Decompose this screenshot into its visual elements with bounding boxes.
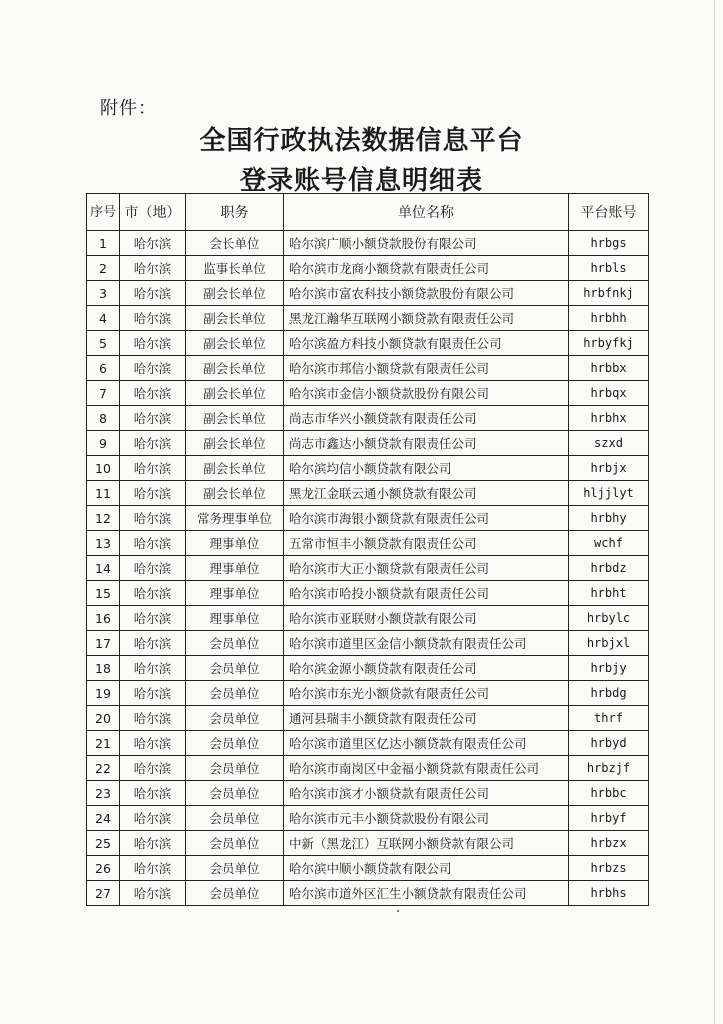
row-city: 哈尔滨 (120, 231, 186, 256)
page-title: 全国行政执法数据信息平台 (199, 126, 524, 156)
row-account: hrbyf (569, 806, 649, 831)
table-row (87, 431, 649, 456)
row-unit: 哈尔滨市道里区金信小额贷款有限责任公司 (284, 631, 569, 656)
table-row (87, 706, 649, 731)
row-city: 哈尔滨 (120, 256, 186, 281)
row-role: 会员单位 (186, 781, 284, 806)
row-account: hrbbc (569, 781, 649, 806)
row-city: 哈尔滨 (120, 706, 186, 731)
row-role: 会员单位 (186, 881, 284, 906)
row-unit: 哈尔滨市龙商小额贷款有限责任公司 (284, 256, 569, 281)
row-city: 哈尔滨 (120, 281, 186, 306)
row-city: 哈尔滨 (120, 556, 186, 581)
row-city: 哈尔滨 (120, 631, 186, 656)
row-account: hrbfnkj (569, 281, 649, 306)
row-account: hrbgs (569, 231, 649, 256)
row-seq: 21 (87, 731, 120, 756)
row-account: hrbyd (569, 731, 649, 756)
row-seq: 18 (87, 656, 120, 681)
row-city: 哈尔滨 (120, 331, 186, 356)
row-city: 哈尔滨 (120, 431, 186, 456)
row-seq: 1 (87, 231, 120, 256)
row-role: 理事单位 (186, 606, 284, 631)
row-unit: 尚志市鑫达小额贷款有限责任公司 (284, 431, 569, 456)
row-seq: 20 (87, 706, 120, 731)
row-unit: 通河县瑞丰小额贷款有限责任公司 (284, 706, 569, 731)
table-row (87, 656, 649, 681)
row-role: 会长单位 (186, 231, 284, 256)
row-account: hrbdz (569, 556, 649, 581)
row-unit: 五常市恒丰小额贷款有限责任公司 (284, 531, 569, 556)
row-seq: 24 (87, 806, 120, 831)
row-city: 哈尔滨 (120, 856, 186, 881)
table-row (87, 406, 649, 431)
row-role: 副会长单位 (186, 381, 284, 406)
header-role: 职务 (186, 194, 284, 231)
table-row (87, 506, 649, 531)
row-city: 哈尔滨 (120, 806, 186, 831)
row-unit: 哈尔滨市道外区汇生小额贷款有限责任公司 (284, 881, 569, 906)
table-row (87, 231, 649, 256)
row-city: 哈尔滨 (120, 306, 186, 331)
row-unit: 哈尔滨市亚联财小额贷款有限公司 (284, 606, 569, 631)
row-role: 副会长单位 (186, 406, 284, 431)
row-seq: 10 (87, 456, 120, 481)
row-seq: 3 (87, 281, 120, 306)
row-role: 理事单位 (186, 531, 284, 556)
row-role: 副会长单位 (186, 481, 284, 506)
row-city: 哈尔滨 (120, 356, 186, 381)
header-seq: 序号 (87, 194, 120, 231)
row-seq: 4 (87, 306, 120, 331)
row-city: 哈尔滨 (120, 881, 186, 906)
row-account: thrf (569, 706, 649, 731)
row-seq: 17 (87, 631, 120, 656)
table-row (87, 356, 649, 381)
row-city: 哈尔滨 (120, 406, 186, 431)
table-body (87, 231, 649, 906)
row-seq: 16 (87, 606, 120, 631)
row-city: 哈尔滨 (120, 781, 186, 806)
row-account: hrbbx (569, 356, 649, 381)
attachment-label: 附件： (100, 98, 157, 119)
row-account: hrbylc (569, 606, 649, 631)
table-row (87, 631, 649, 656)
row-account: hrbls (569, 256, 649, 281)
row-seq: 7 (87, 381, 120, 406)
row-seq: 12 (87, 506, 120, 531)
table-row (87, 381, 649, 406)
row-account: hljjlyt (569, 481, 649, 506)
row-role: 会员单位 (186, 856, 284, 881)
row-seq: 13 (87, 531, 120, 556)
row-unit: 哈尔滨市哈投小额贷款有限责任公司 (284, 581, 569, 606)
row-seq: 26 (87, 856, 120, 881)
row-seq: 27 (87, 881, 120, 906)
row-unit: 哈尔滨市南岗区中金福小额贷款有限责任公司 (284, 756, 569, 781)
row-unit: 哈尔滨市金信小额贷款股份有限公司 (284, 381, 569, 406)
row-account: hrbzjf (569, 756, 649, 781)
page-subtitle: 登录账号信息明细表 (239, 166, 483, 196)
row-role: 会员单位 (186, 756, 284, 781)
row-unit: 中新（黑龙江）互联网小额贷款有限公司 (284, 831, 569, 856)
row-account: hrbdg (569, 681, 649, 706)
row-city: 哈尔滨 (120, 831, 186, 856)
row-account: hrbhx (569, 406, 649, 431)
header-city: 市（地） (120, 194, 186, 231)
scan-edge (714, 0, 715, 1024)
table-row (87, 531, 649, 556)
row-city: 哈尔滨 (120, 731, 186, 756)
row-account: hrbqx (569, 381, 649, 406)
row-unit: 哈尔滨市东光小额贷款有限责任公司 (284, 681, 569, 706)
row-role: 理事单位 (186, 556, 284, 581)
row-seq: 6 (87, 356, 120, 381)
table-row (87, 806, 649, 831)
row-account: wchf (569, 531, 649, 556)
row-seq: 11 (87, 481, 120, 506)
row-unit: 哈尔滨市海银小额贷款有限责任公司 (284, 506, 569, 531)
row-role: 副会长单位 (186, 281, 284, 306)
row-role: 副会长单位 (186, 331, 284, 356)
table-row (87, 856, 649, 881)
row-unit: 哈尔滨中顺小额贷款有限公司 (284, 856, 569, 881)
table-row (87, 756, 649, 781)
row-role: 会员单位 (186, 831, 284, 856)
row-role: 副会长单位 (186, 456, 284, 481)
row-city: 哈尔滨 (120, 506, 186, 531)
row-unit: 黑龙江金联云通小额贷款有限公司 (284, 481, 569, 506)
row-city: 哈尔滨 (120, 581, 186, 606)
table-row (87, 331, 649, 356)
row-city: 哈尔滨 (120, 531, 186, 556)
row-seq: 5 (87, 331, 120, 356)
row-account: hrbhs (569, 881, 649, 906)
row-seq: 2 (87, 256, 120, 281)
table-row (87, 681, 649, 706)
row-role: 副会长单位 (186, 306, 284, 331)
row-role: 理事单位 (186, 581, 284, 606)
table-row (87, 306, 649, 331)
row-city: 哈尔滨 (120, 756, 186, 781)
table-row (87, 281, 649, 306)
row-account: hrbht (569, 581, 649, 606)
table-row (87, 606, 649, 631)
table-row (87, 731, 649, 756)
row-account: hrbyfkj (569, 331, 649, 356)
row-seq: 9 (87, 431, 120, 456)
table-row (87, 881, 649, 906)
header-account: 平台账号 (569, 194, 649, 231)
table-row (87, 556, 649, 581)
row-role: 监事长单位 (186, 256, 284, 281)
row-account: hrbjy (569, 656, 649, 681)
row-city: 哈尔滨 (120, 681, 186, 706)
table-row (87, 831, 649, 856)
row-role: 会员单位 (186, 631, 284, 656)
row-role: 常务理事单位 (186, 506, 284, 531)
row-unit: 尚志市华兴小额贷款有限责任公司 (284, 406, 569, 431)
table-row (87, 781, 649, 806)
row-account: szxd (569, 431, 649, 456)
row-seq: 22 (87, 756, 120, 781)
row-unit: 哈尔滨市元丰小额贷款股份有限公司 (284, 806, 569, 831)
table-row (87, 481, 649, 506)
row-role: 会员单位 (186, 681, 284, 706)
header-unit: 单位名称 (284, 194, 569, 231)
row-unit: 哈尔滨广顺小额贷款股份有限公司 (284, 231, 569, 256)
row-unit: 哈尔滨市富农科技小额贷款股份有限公司 (284, 281, 569, 306)
row-seq: 19 (87, 681, 120, 706)
row-unit: 哈尔滨市滨才小额贷款有限责任公司 (284, 781, 569, 806)
row-account: hrbjxl (569, 631, 649, 656)
row-account: hrbhh (569, 306, 649, 331)
row-unit: 黑龙江瀚华互联网小额贷款有限责任公司 (284, 306, 569, 331)
row-role: 会员单位 (186, 806, 284, 831)
row-unit: 哈尔滨盈方科技小额贷款有限责任公司 (284, 331, 569, 356)
row-unit: 哈尔滨市道里区亿达小额贷款有限责任公司 (284, 731, 569, 756)
row-account: hrbzx (569, 831, 649, 856)
row-role: 副会长单位 (186, 431, 284, 456)
row-seq: 8 (87, 406, 120, 431)
table-row (87, 581, 649, 606)
row-role: 副会长单位 (186, 356, 284, 381)
table-row (87, 456, 649, 481)
table-header-row (87, 194, 649, 231)
account-detail-table (86, 193, 649, 906)
row-account: hrbhy (569, 506, 649, 531)
row-account: hrbjx (569, 456, 649, 481)
row-seq: 25 (87, 831, 120, 856)
row-role: 会员单位 (186, 731, 284, 756)
row-role: 会员单位 (186, 656, 284, 681)
row-city: 哈尔滨 (120, 381, 186, 406)
row-seq: 15 (87, 581, 120, 606)
row-unit: 哈尔滨市大正小额贷款有限责任公司 (284, 556, 569, 581)
row-unit: 哈尔滨金源小额贷款有限责任公司 (284, 656, 569, 681)
row-city: 哈尔滨 (120, 656, 186, 681)
row-role: 会员单位 (186, 706, 284, 731)
row-account: hrbzs (569, 856, 649, 881)
row-seq: 23 (87, 781, 120, 806)
row-city: 哈尔滨 (120, 481, 186, 506)
scan-speck (397, 910, 399, 912)
row-unit: 哈尔滨均信小额贷款有限公司 (284, 456, 569, 481)
row-unit: 哈尔滨市邦信小额贷款有限责任公司 (284, 356, 569, 381)
row-city: 哈尔滨 (120, 606, 186, 631)
row-seq: 14 (87, 556, 120, 581)
row-city: 哈尔滨 (120, 456, 186, 481)
table-row (87, 256, 649, 281)
